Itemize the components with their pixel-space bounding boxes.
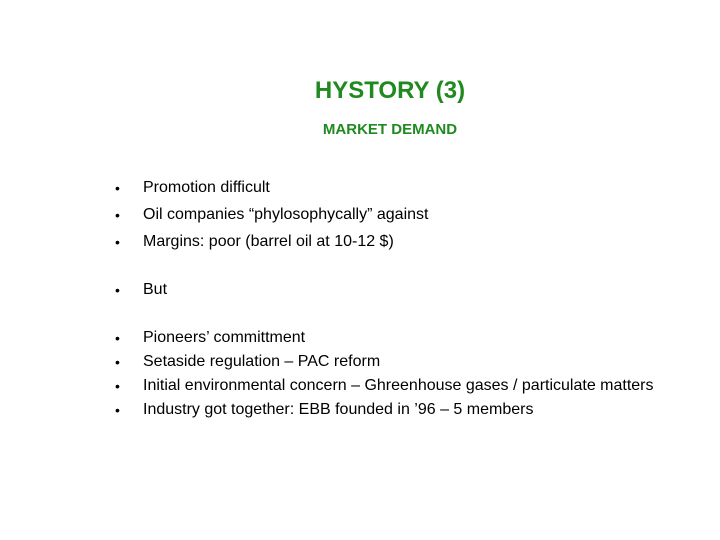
bullet-icon: • <box>115 402 120 418</box>
bullet-icon: • <box>115 330 120 346</box>
bullet-item <box>115 232 675 252</box>
bullet-text: But <box>143 281 168 298</box>
bullet-item <box>115 376 675 396</box>
bullet-icon: • <box>115 282 120 298</box>
bullet-item <box>115 205 675 225</box>
bullet-item <box>115 328 675 348</box>
bullet-item <box>115 178 675 198</box>
bullet-item <box>115 400 675 420</box>
bullet-list <box>115 178 675 427</box>
bullet-item <box>115 280 675 300</box>
bullet-text: Setaside regulation – PAC reform <box>143 353 381 370</box>
bullet-text: Pioneers’ committment <box>143 329 306 346</box>
bullet-text: Margins: poor (barrel oil at 10-12 $) <box>143 233 394 250</box>
bullet-text: Industry got together: EBB founded in ’96 – 5 members <box>143 401 534 418</box>
bullet-item <box>115 352 675 372</box>
slide-title: HYSTORY (3) <box>314 77 466 104</box>
bullet-text: Oil companies “phylosophycally” against <box>143 206 429 223</box>
bullet-icon: • <box>115 180 120 196</box>
bullet-icon: • <box>115 354 120 370</box>
bullet-text: Promotion difficult <box>143 179 270 196</box>
bullet-icon: • <box>115 234 120 250</box>
bullet-icon: • <box>115 207 120 223</box>
bullet-icon: • <box>115 378 120 394</box>
slide-subtitle: MARKET DEMAND <box>322 121 458 138</box>
bullet-text: Initial environmental concern – Ghreenhouse gases / particulate matters <box>143 377 654 394</box>
